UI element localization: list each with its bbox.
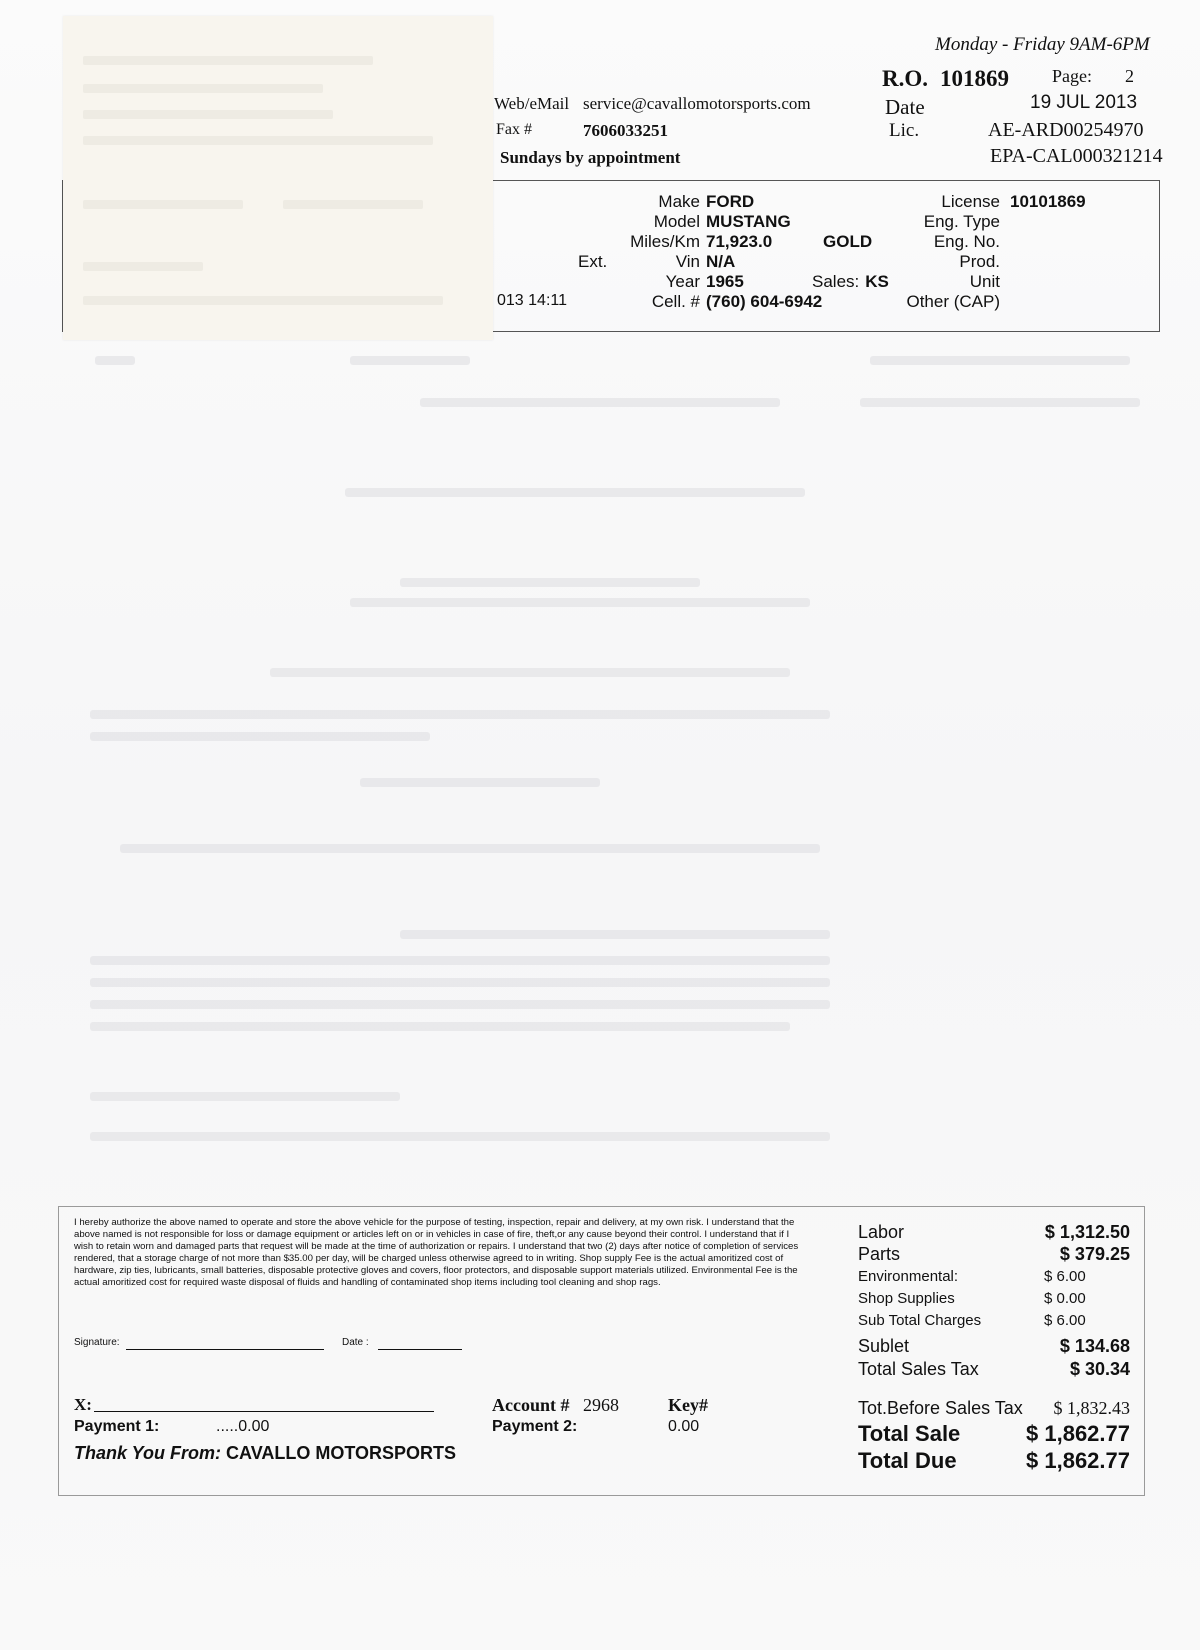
faded-line: [90, 1092, 400, 1101]
sticker-smudge: [83, 110, 333, 119]
sticker-smudge: [83, 84, 323, 93]
thank-you-label: Thank You From:: [74, 1443, 222, 1463]
sundays-note: Sundays by appointment: [500, 148, 681, 167]
environmental-label: Environmental:: [858, 1268, 959, 1285]
sticker-smudge: [83, 200, 243, 209]
engine-number-label: Eng. No.: [933, 232, 1000, 251]
payment1-label: Payment 1:: [74, 1418, 160, 1435]
before-tax-row: [858, 1398, 1130, 1420]
total-sale-value: $ 1,862.77: [1026, 1421, 1130, 1446]
ext-label: Ext.: [578, 252, 608, 271]
faded-line: [120, 844, 820, 853]
faded-line: [860, 398, 1140, 407]
parts-value: $ 379.25: [1059, 1244, 1130, 1264]
faded-line: [90, 978, 830, 987]
environmental-value: $ 6.00: [1044, 1268, 1086, 1285]
sublet-row: [858, 1336, 1130, 1358]
authorization-text: I hereby authorize the above named to operate and store the above vehicle for the purpose of testing, inspection, repair and delivery, at my own risk. I understand that the above named is not responsible for loss or damage equipment or articles left on or in vehicles in case of fire, theft,or any cause beyond their control. I understand that if I wish to retain worn and damaged parts that request will be made at the time of authorization or repairs. I understand that two (2) days after notice of completion of services rendered, that a storage charge of not more than $35.00 per day, will be charged unless otherwise agreed to in writing. Shop supply Fee is the actual amoritized cost of hardware, zip ties, lubricants, small batteries, disposable protective gloves and covers, floor protectors, and disposable support materials utilized. Environmental Fee is the actual amoritized cost for required waste disposal of fluids and handling of contaminated shop items including tool cleaning and shop rags.: [74, 1217, 799, 1288]
sales-row: [812, 272, 889, 292]
miles-label: Miles/Km: [630, 232, 700, 251]
faded-line: [90, 1132, 830, 1141]
labor-label: Labor: [858, 1222, 905, 1242]
cell-label: Cell. #: [651, 292, 700, 311]
sales-tax-label: Total Sales Tax: [858, 1359, 979, 1379]
environmental-row: [858, 1268, 1130, 1288]
faded-line: [350, 598, 810, 607]
account-number: 2968: [583, 1395, 619, 1415]
vin-label: Vin: [675, 252, 700, 271]
sales-tax-row: [858, 1359, 1130, 1381]
signature-date-line: [378, 1349, 462, 1350]
make-row: [640, 192, 754, 212]
faded-line: [400, 930, 830, 939]
signature-line: [126, 1349, 324, 1350]
sublet-label: Sublet: [858, 1336, 910, 1356]
covering-sticker: [63, 16, 493, 340]
faded-line: [870, 356, 1130, 365]
license-label: License: [941, 192, 1000, 211]
faded-line: [345, 488, 805, 497]
parts-row: [858, 1244, 1130, 1266]
total-sale-label: Total Sale: [858, 1421, 961, 1446]
sticker-smudge: [83, 136, 433, 145]
total-due-label: Total Due: [858, 1448, 957, 1473]
total-due-value: $ 1,862.77: [1026, 1448, 1130, 1473]
faded-line: [90, 732, 430, 741]
faded-line: [420, 398, 780, 407]
sticker-smudge: [83, 262, 203, 271]
parts-label: Parts: [858, 1244, 901, 1264]
shop-supplies-row: [858, 1290, 1130, 1310]
key-label: Key#: [668, 1395, 708, 1415]
vin-value: N/A: [706, 252, 736, 271]
total-sale-row: [858, 1421, 1130, 1447]
lic-label: Lic.: [889, 120, 920, 141]
other-label: Other (CAP): [906, 292, 1000, 311]
cell-value: (760) 604-6942: [706, 292, 823, 311]
faded-line: [270, 668, 790, 677]
make-label: Make: [658, 192, 700, 211]
make-value: FORD: [706, 192, 755, 211]
ro-label: R.O.: [882, 66, 928, 91]
labor-value: $ 1,312.50: [1044, 1222, 1130, 1242]
model-row: [640, 212, 791, 232]
ro-number: 101869: [940, 66, 1009, 91]
fax-label: Fax #: [496, 121, 532, 138]
faded-line: [95, 356, 135, 365]
sales-label: Sales:: [812, 272, 860, 291]
epa-number: EPA-CAL000321214: [990, 145, 1163, 167]
year-value: 1965: [706, 272, 744, 291]
fax-number: 7606033251: [583, 121, 668, 140]
faded-line: [90, 956, 830, 965]
account-label: Account #: [492, 1395, 570, 1415]
cell-row: [640, 292, 822, 312]
x-label: X:: [74, 1395, 92, 1414]
datetime-fragment: 013 14:11: [497, 292, 567, 309]
signature-date-label: Date :: [342, 1337, 369, 1348]
thank-you-note: [74, 1443, 456, 1464]
ro-date: 19 JUL 2013: [1030, 92, 1138, 113]
shop-supplies-label: Shop Supplies: [858, 1290, 955, 1307]
faded-line: [90, 1022, 790, 1031]
sticker-smudge: [283, 200, 423, 209]
shop-name: CAVALLO MOTORSPORTS: [226, 1443, 457, 1463]
prod-label: Prod.: [959, 252, 1000, 271]
x-signature-line: [94, 1411, 434, 1412]
subtotal-value: $ 6.00: [1044, 1312, 1086, 1329]
sublet-value: $ 134.68: [1059, 1336, 1130, 1356]
sticker-smudge: [83, 56, 373, 65]
unit-label: Unit: [969, 272, 1000, 291]
faded-line: [400, 578, 700, 587]
engine-type-label: Eng. Type: [923, 212, 1000, 231]
before-tax-label: Tot.Before Sales Tax: [858, 1398, 1023, 1418]
subtotal-label: Sub Total Charges: [858, 1312, 982, 1329]
date-label: Date: [885, 95, 925, 119]
payment2-label: Payment 2:: [492, 1418, 578, 1435]
license-number: AE-ARD00254970: [988, 119, 1144, 141]
labor-row: [858, 1222, 1130, 1244]
faded-line: [90, 1000, 830, 1009]
shop-supplies-value: $ 0.00: [1044, 1290, 1086, 1307]
page-label: Page:: [1052, 66, 1092, 86]
model-label: Model: [653, 212, 700, 231]
sales-value: KS: [865, 272, 889, 291]
web-label: Web/eMail: [494, 94, 570, 113]
faded-line: [350, 356, 470, 365]
vehicle-color: GOLD: [823, 232, 873, 251]
sales-tax-value: $ 30.34: [1069, 1359, 1130, 1379]
license-row: [920, 192, 1086, 212]
payment2-value: 0.00: [668, 1418, 700, 1435]
miles-row: [600, 232, 772, 252]
before-tax-value: $ 1,832.43: [1053, 1398, 1130, 1418]
payment1-value: .....0.00: [216, 1418, 270, 1435]
year-row: [640, 272, 744, 292]
model-value: MUSTANG: [706, 212, 791, 231]
miles-value: 71,923.0: [706, 232, 773, 251]
signature-label: Signature:: [74, 1337, 120, 1348]
page-number: 2: [1125, 66, 1134, 86]
faded-line: [360, 778, 600, 787]
subtotal-row: [858, 1312, 1130, 1332]
year-label: Year: [665, 272, 700, 291]
sticker-smudge: [83, 296, 443, 305]
total-due-row: [858, 1448, 1130, 1474]
vin-row: [640, 252, 735, 272]
business-hours: Monday - Friday 9AM-6PM: [935, 34, 1150, 55]
faded-line: [90, 710, 830, 719]
license-value: 10101869: [1010, 192, 1086, 211]
web-email: service@cavallomotorsports.com: [583, 94, 811, 113]
